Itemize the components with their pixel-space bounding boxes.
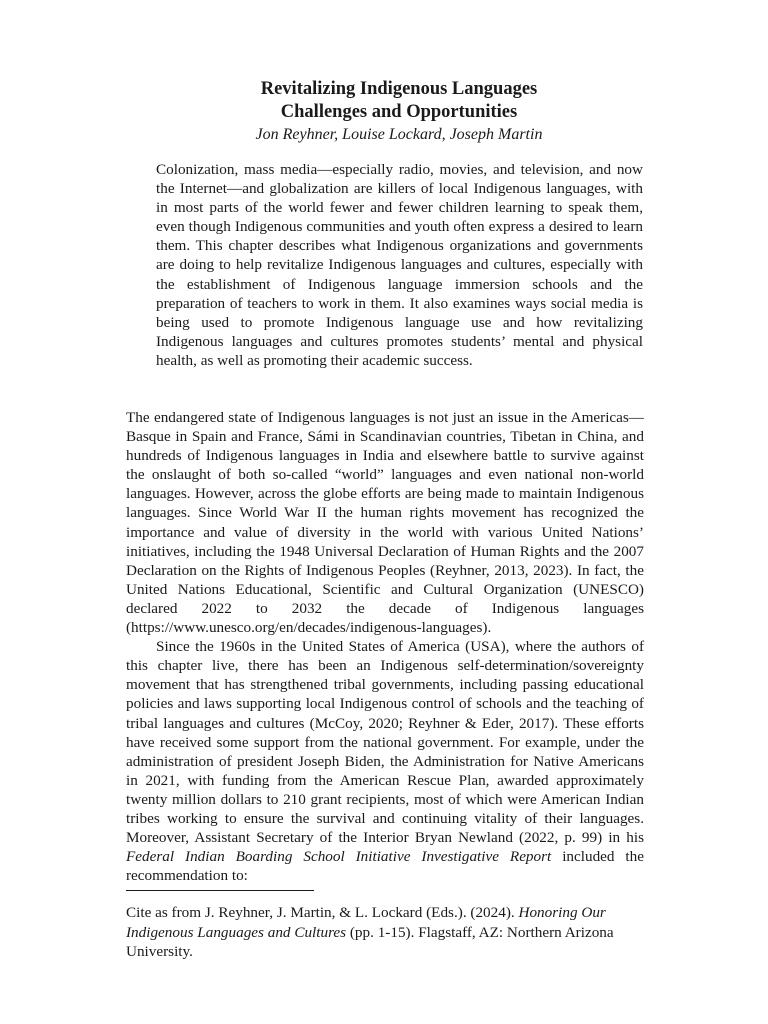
body-paragraph-2: [126, 637, 644, 885]
citation-book-title: Honoring Our Indigenous Languages and Cultures: [126, 904, 606, 941]
footnote-divider: [126, 890, 314, 891]
chapter-authors: Jon Reyhner, Louise Lockard, Joseph Martin: [255, 126, 543, 143]
abstract-text: Colonization, mass media—especially radio, movies, and television, and now the Internet—and globalization are killers of local Indigenous languages, with in most parts of the world fewer and fewer children learning to speak them, even though Indigenous communities and youth often express a desired to learn them. This chapter describes what Indigenous organizations and governments are doing to help revitalize Indigenous languages and cultures, especially with the establishment of Indigenous language immersion schools and the preparation of teachers to work in them. It also examines ways social media is being used to promote Indigenous language use and how revitalizing Indigenous languages and cultures promotes students’ mental and physical health, as well as promoting their academic success.: [156, 161, 643, 369]
citation-suffix: (pp. 1-15). Flagstaff, AZ: Northern Arizona University.: [126, 923, 614, 960]
paragraph-2-ending: included the recommendation to:: [126, 848, 644, 885]
abstract: [156, 160, 643, 370]
paragraph-2-text: Since the 1960s in the United States of America (USA), where the authors of this chapter live, there has been an Indigenous self-determination/sovereignty movement that has strengthened tribal governments, including passing educational policies and laws supporting local Indigenous control of schools and the teaching of tribal languages and cultures (McCoy, 2020; Reyhner & Eder, 2017). These efforts have received some support from the national government. For example, under the administration of president Joseph Biden, the Administration for Native Americans in 2021, with funding from the American Rescue Plan, awarded approximately twenty million dollars to 210 grant recipients, most of which were American Indian tribes working to ensure the survival and continuing vitality of their languages. Moreover, Assistant Secretary of the Interior Bryan Newland (2022, p. 99) in his: [126, 638, 644, 847]
report-title: Federal Indian Boarding School Initiative Investigative Report: [126, 848, 552, 866]
citation-prefix: Cite as from J. Reyhner, J. Martin, & L. Lockard (Eds.). (2024).: [126, 904, 519, 921]
chapter-subtitle: Challenges and Opportunities: [280, 102, 518, 122]
citation-footnote: [126, 903, 644, 962]
chapter-header: [0, 78, 768, 145]
body-paragraph-1: The endangered state of Indigenous languages is not just an issue in the Americas—Basque in Spain and France, Sámi in Scandinavian countries, Tibetan in China, and hundreds of Indigenous languages in India and elsewhere battle to survive against the onslaught of both so-called “world” languages and even national non-world languages. However, across the globe efforts are being made to maintain Indigenous languages. Since World War II the human rights movement has recognized the importance and value of diversity in the world with various United Nations’ initiatives, including the 1948 Universal Declaration of Human Rights and the 2007 Declaration on the Rights of Indigenous Peoples (Reyhner, 2013, 2023). In fact, the United Nations Educational, Scientific and Cultural Organization (UNESCO) declared 2022 to 2032 the decade of Indigenous languages (https://www.unesco.org/en/decades/indigenous-languages).: [126, 409, 644, 637]
body-text: [126, 408, 644, 885]
chapter-title: Revitalizing Indigenous Languages: [260, 79, 538, 99]
